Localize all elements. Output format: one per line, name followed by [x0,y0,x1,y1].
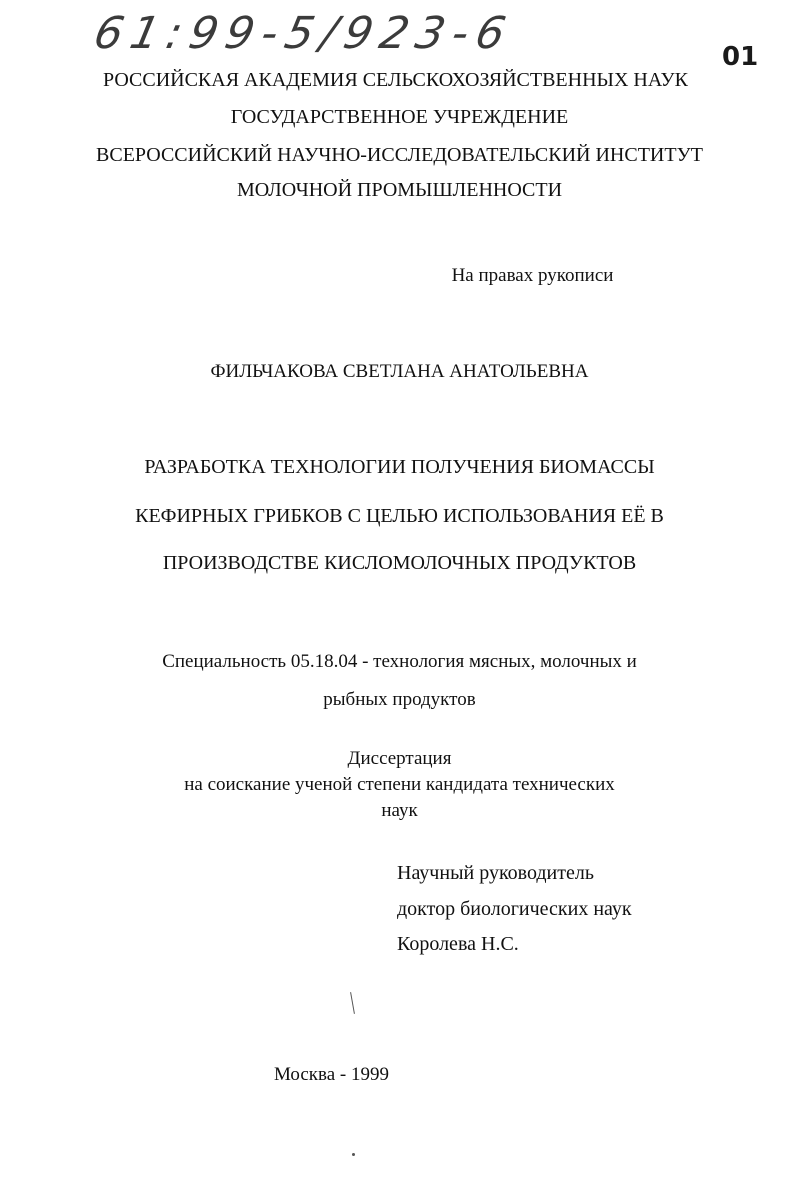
organization-line-institute: ВСЕРОССИЙСКИЙ НАУЧНО-ИССЛЕДОВАТЕЛЬСКИЙ ИНСТИТУТ [96,144,703,166]
supervisor-name: Королева Н.С. [397,933,519,955]
specialty-line-1: Специальность 05.18.04 - технология мясных, молочных и [162,651,637,672]
rights-note: На правах рукописи [451,265,614,286]
dissertation-label: Диссертация [347,748,452,769]
specialty-line-2: рыбных продуктов [323,689,476,710]
dissertation-field: наук [381,800,418,821]
handwritten-archive-code: 61:99-5/923-6 [89,8,518,59]
title-line-2: КЕФИРНЫХ ГРИБКОВ С ЦЕЛЬЮ ИСПОЛЬЗОВАНИЯ ЕЁ В [135,505,664,527]
organization-line-industry: МОЛОЧНОЙ ПРОМЫШЛЕННОСТИ [236,179,563,201]
organization-line-institution: ГОСУДАРСТВЕННОЕ УЧРЕЖДЕНИЕ [230,106,569,128]
title-line-1: РАЗРАБОТКА ТЕХНОЛОГИИ ПОЛУЧЕНИЯ БИОМАССЫ [144,456,655,478]
scan-mark-dot [352,1153,355,1156]
supervisor-role: Научный руководитель [397,862,594,884]
dissertation-degree: на соискание ученой степени кандидата технических [184,774,615,795]
handwritten-page-number: 01 [722,42,759,72]
supervisor-degree: доктор биологических наук [397,898,632,920]
place-and-year: Москва - 1999 [273,1064,390,1085]
scan-mark-vertical [350,992,355,1014]
author-name: ФИЛЬЧАКОВА СВЕТЛАНА АНАТОЛЬЕВНА [210,361,589,382]
title-line-3: ПРОИЗВОДСТВЕ КИСЛОМОЛОЧНЫХ ПРОДУКТОВ [162,552,637,574]
organization-line-academy: РОССИЙСКАЯ АКАДЕМИЯ СЕЛЬСКОХОЗЯЙСТВЕННЫХ НАУК [102,69,689,91]
